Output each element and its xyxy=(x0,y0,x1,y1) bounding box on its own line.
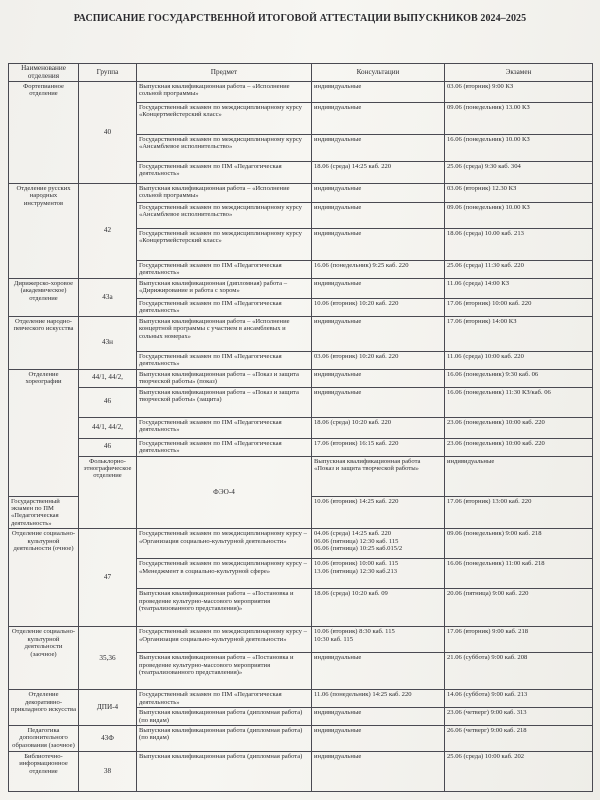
table-row xyxy=(9,725,593,751)
consultation-cell: индивидуальные xyxy=(312,751,445,791)
subject-cell: Государственный экзамен по междисциплинарному курсу «Концертмейстерский класс» xyxy=(137,103,312,135)
group-cell: ФЭО-4 xyxy=(137,456,312,529)
subject-cell: Государственный экзамен по ПМ «Педагогическая деятельность» xyxy=(137,690,312,708)
exam-cell: 17.06 (вторник) 10:00 каб. 220 xyxy=(445,298,593,316)
exam-cell: 14.06 (суббота) 9:00 каб. 213 xyxy=(445,690,593,708)
subject-cell: Государственный экзамен по междисциплинарному курсу – «Менеджмент в социально-культурной сфере» xyxy=(137,559,312,589)
header-subject: Предмет xyxy=(137,64,312,82)
department-cell: Отделение русских народных инструментов xyxy=(9,184,79,279)
subject-cell: Выпускная квалификационная работа – «Исполнение концертной программы с участием в ансамблевых и сольных номерах» xyxy=(137,316,312,351)
consultation-cell: индивидуальные xyxy=(312,369,445,387)
schedule-table xyxy=(8,63,593,792)
document-title: РАСПИСАНИЕ ГОСУДАРСТВЕННОЙ ИТОГОВОЙ АТТЕСТАЦИИ ВЫПУСКНИКОВ 2024–2025 xyxy=(73,13,527,24)
subject-cell: Выпускная квалификационная работа «Показ и защита творческой работы» xyxy=(312,456,445,496)
subject-cell: Выпускная квалификационная работа – «Исполнение сольной программы» xyxy=(137,184,312,203)
table-row xyxy=(9,438,593,456)
group-cell: 43а xyxy=(79,278,137,316)
consultation-cell: индивидуальные xyxy=(312,82,445,103)
department-cell: Фортепианное отделение xyxy=(9,82,79,184)
subject-cell: Государственный экзамен по ПМ «Педагогическая деятельность» xyxy=(137,351,312,369)
consultation-cell: 11.06 (понедельник) 14:25 каб. 220 xyxy=(312,690,445,708)
exam-cell: 17.06 (вторник) 14:00 КЗ xyxy=(445,316,593,351)
exam-cell: 09.06 (понедельник) 9:00 каб. 218 xyxy=(445,529,593,559)
subject-cell: Выпускная квалификационная работа – «Показ и защита творческой работы» (показ) xyxy=(137,369,312,387)
consultation-cell: индивидуальные xyxy=(312,725,445,751)
exam-cell: 26.06 (четверг) 9:00 каб. 218 xyxy=(445,725,593,751)
exam-cell: 21.06 (суббота) 9:00 каб. 208 xyxy=(445,653,593,690)
header-exam: Экзамен xyxy=(445,64,593,82)
consultation-cell: 10.06 (вторник) 14:25 каб. 220 xyxy=(312,496,445,529)
table-row xyxy=(9,751,593,791)
exam-cell: 23.06 (понедельник) 10:00 каб. 220 xyxy=(445,417,593,438)
department-cell: Дирижерско-хоровое (академическое) отделение xyxy=(9,278,79,316)
subject-cell: Государственный экзамен по междисциплинарному курсу «Концертмейстерский класс» xyxy=(137,229,312,261)
group-cell: 47 xyxy=(79,529,137,627)
group-cell: 35,36 xyxy=(79,627,137,690)
table-row xyxy=(9,627,593,653)
subject-cell: Выпускная квалификационная работа – «Показ и защита творческой работы» (защита) xyxy=(137,387,312,417)
table-row xyxy=(9,278,593,298)
consultation-cell: 10.06 (вторник) 8:30 каб. 115 10:30 каб. 115 xyxy=(312,627,445,653)
subject-cell: Выпускная квалификационная работа – «Постановка и проведение культурно-массового мероприятия (театрализованного представления)» xyxy=(137,589,312,627)
exam-cell: 18.06 (среда) 10.00 каб. 213 xyxy=(445,229,593,261)
exam-cell: 11.06 (среда) 14:00 КЗ xyxy=(445,278,593,298)
subject-cell: Государственный экзамен по ПМ «Педагогическая деятельность» xyxy=(137,298,312,316)
consultation-cell: индивидуальные xyxy=(445,456,593,496)
group-cell: 44/1, 44/2, xyxy=(79,417,137,438)
exam-cell: 25.06 (среда) 10:00 каб. 202 xyxy=(445,751,593,791)
header-department: Наименование отделения xyxy=(9,64,79,82)
exam-cell: 25.06 (среда) 11:30 каб. 220 xyxy=(445,261,593,279)
consultation-cell: индивидуальные xyxy=(312,184,445,203)
table-row xyxy=(9,690,593,708)
exam-cell: 16.06 (понедельник) 9:30 каб. 06 xyxy=(445,369,593,387)
subject-cell: Выпускная квалификационная работа (дипломная работа) xyxy=(137,751,312,791)
consultation-cell: 18.06 (среда) 14:25 каб. 220 xyxy=(312,162,445,184)
header-group: Группа xyxy=(79,64,137,82)
consultation-cell: 10.06 (вторник) 10:20 каб. 220 xyxy=(312,298,445,316)
consultation-cell: индивидуальные xyxy=(312,387,445,417)
exam-cell: 03.06 (вторник) 9:00 КЗ xyxy=(445,82,593,103)
subject-cell: Выпускная квалификационная работа – «Постановка и проведение культурно-массового мероприятия (театрализованного представления)» xyxy=(137,653,312,690)
group-cell: 43н xyxy=(79,316,137,369)
exam-cell: 11.06 (среда) 10:00 каб. 220 xyxy=(445,351,593,369)
table-row xyxy=(9,316,593,351)
consultation-cell: индивидуальные xyxy=(312,103,445,135)
subject-cell: Государственный экзамен по междисциплинарному курсу – «Организация социально-культурной деятельности» xyxy=(137,529,312,559)
consultation-cell: 10.06 (вторник) 10:00 каб. 115 13.06 (пятница) 12:30 каб.213 xyxy=(312,559,445,589)
exam-cell: 17.06 (вторник) 9:00 каб. 218 xyxy=(445,627,593,653)
exam-cell: 09.06 (понедельник) 10.00 КЗ xyxy=(445,203,593,229)
consultation-cell: 18.06 (среда) 10:20 каб. 09 xyxy=(312,589,445,627)
subject-cell: Выпускная квалификационная работа – «Исполнение сольной программы» xyxy=(137,82,312,103)
exam-cell: 23.06 (четверг) 9:00 каб. 313 xyxy=(445,708,593,726)
exam-cell: 16.06 (понедельник) 10.00 КЗ xyxy=(445,135,593,162)
subject-cell: Государственный экзамен по ПМ «Педагогическая деятельность» xyxy=(137,162,312,184)
consultation-cell: 17.06 (вторник) 16:15 каб. 220 xyxy=(312,438,445,456)
subject-cell: Выпускная квалификационная (дипломная) работа – «Дирижирование и работа с хором» xyxy=(137,278,312,298)
exam-cell: 17.06 (вторник) 13:00 каб. 220 xyxy=(445,496,593,529)
table-row xyxy=(9,82,593,103)
group-cell: 43Ф xyxy=(79,725,137,751)
subject-cell: Выпускная квалификационная работа (дипломная работа) (по видам) xyxy=(137,725,312,751)
consultation-cell: индивидуальные xyxy=(312,135,445,162)
exam-cell: 09.06 (понедельник) 13.00 КЗ xyxy=(445,103,593,135)
exam-cell: 16.06 (понедельник) 11:00 каб. 218 xyxy=(445,559,593,589)
consultation-cell: индивидуальные xyxy=(312,278,445,298)
consultation-cell: индивидуальные xyxy=(312,229,445,261)
group-cell: 40 xyxy=(79,82,137,184)
consultation-cell: 18.06 (среда) 10:20 каб. 220 xyxy=(312,417,445,438)
header-consultations: Консультации xyxy=(312,64,445,82)
subject-cell: Государственный экзамен по междисциплинарному курсу – «Организация социально-культурной деятельности» xyxy=(137,627,312,653)
department-cell: Отделение социально-культурной деятельности (заочное) xyxy=(9,627,79,690)
consultation-cell: индивидуальные xyxy=(312,653,445,690)
group-cell: ДПИ-4 xyxy=(79,690,137,726)
consultation-cell: 04.06 (среда) 14:25 каб. 220 06.06 (пятница) 12:30 каб. 115 06.06 (пятница) 10:25 каб.015/2 xyxy=(312,529,445,559)
exam-cell: 03.06 (вторник) 12.30 КЗ xyxy=(445,184,593,203)
consultation-cell: индивидуальные xyxy=(312,316,445,351)
table-row xyxy=(9,184,593,203)
schedule-body xyxy=(9,82,593,792)
subject-cell: Государственный экзамен по междисциплинарному курсу «Ансамблевое исполнительство» xyxy=(137,135,312,162)
header-row xyxy=(9,64,593,82)
table-row xyxy=(9,387,593,417)
exam-cell: 16.06 (понедельник) 11:30 КЗ/каб. 06 xyxy=(445,387,593,417)
table-row xyxy=(9,529,593,559)
consultation-cell: 16.06 (понедельник) 9:25 каб. 220 xyxy=(312,261,445,279)
group-cell: 42 xyxy=(79,184,137,279)
subject-cell: Государственный экзамен по ПМ «Педагогическая деятельность» xyxy=(9,496,79,529)
table-row xyxy=(9,417,593,438)
department-cell: Отделение декоративно-прикладного искусства xyxy=(9,690,79,726)
department-cell: Педагогика дополнительного образования (заочное) xyxy=(9,725,79,751)
department-cell: Отделение социально-культурной деятельности (очное) xyxy=(9,529,79,627)
subject-cell: Государственный экзамен по ПМ «Педагогическая деятельность» xyxy=(137,438,312,456)
consultation-cell: индивидуальные xyxy=(312,708,445,726)
group-cell: 46 xyxy=(79,438,137,456)
consultation-cell: индивидуальные xyxy=(312,203,445,229)
subject-cell: Государственный экзамен по междисциплинарному курсу «Ансамблевое исполнительство» xyxy=(137,203,312,229)
group-cell: 44/1, 44/2, xyxy=(79,369,137,387)
subject-cell: Выпускная квалификационная работа (дипломная работа) (по видам) xyxy=(137,708,312,726)
group-cell: 38 xyxy=(79,751,137,791)
subject-cell: Государственный экзамен по ПМ «Педагогическая деятельность» xyxy=(137,261,312,279)
consultation-cell: 03.06 (вторник) 10:20 каб. 220 xyxy=(312,351,445,369)
department-cell: Отделение хореографии xyxy=(9,369,79,496)
department-cell: Отделение народно-певческого искусства xyxy=(9,316,79,369)
department-cell: Фольклорно-этнографическое отделение xyxy=(79,456,137,529)
subject-cell: Государственный экзамен по ПМ «Педагогическая деятельность» xyxy=(137,417,312,438)
table-row xyxy=(9,456,593,496)
exam-cell: 20.06 (пятница) 9:00 каб. 220 xyxy=(445,589,593,627)
group-cell: 46 xyxy=(79,387,137,417)
table-row xyxy=(9,369,593,387)
exam-cell: 23.06 (понедельник) 10:00 каб. 220 xyxy=(445,438,593,456)
department-cell: Библиотечно-информационное отделение xyxy=(9,751,79,791)
exam-cell: 25.06 (среда) 9:30 каб. 304 xyxy=(445,162,593,184)
